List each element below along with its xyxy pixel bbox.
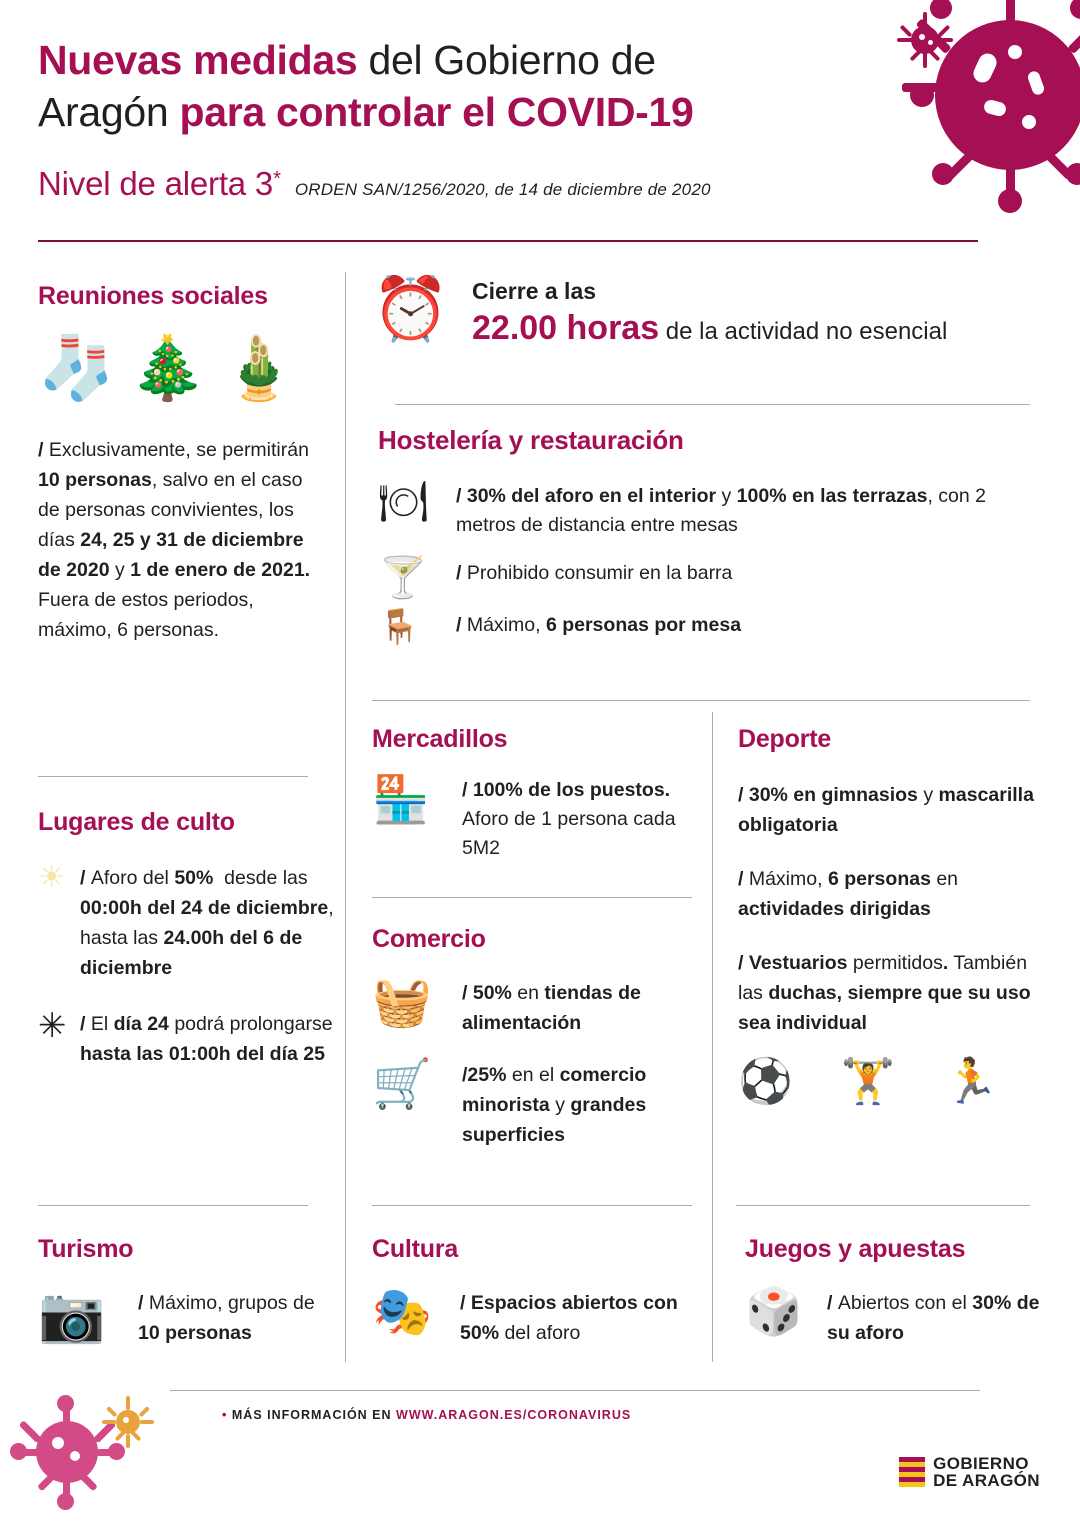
mid-divider-2 xyxy=(372,700,1030,701)
weightlifter-icon: 🏋 xyxy=(840,1056,896,1107)
culto-item-2 xyxy=(38,1006,338,1069)
title-plain-2: Aragón xyxy=(38,89,180,135)
cierre-hours: 22.00 horas xyxy=(472,309,660,347)
market-stall-icon: 🏪 xyxy=(372,772,430,826)
star-burst-icon: ✳ xyxy=(38,1006,67,1046)
mercadillos-text: / 100% de los puestos. Aforo de 1 persona cada 5M2 xyxy=(462,779,676,859)
section-title-reuniones: Reuniones sociales xyxy=(38,282,268,310)
header-divider xyxy=(38,240,978,242)
section-title-culto: Lugares de culto xyxy=(38,808,235,836)
aragon-flag-icon xyxy=(899,1457,925,1487)
theatre-masks-icon: 🎭 xyxy=(372,1284,432,1340)
alarm-clock-icon: ⏰ xyxy=(372,272,450,345)
section-title-cultura: Cultura xyxy=(372,1235,459,1263)
alert-level-label: Nivel de alerta 3 xyxy=(38,165,274,202)
right-divider-1 xyxy=(736,1205,1030,1206)
juegos-text: / Abiertos con el 30% de su aforo xyxy=(827,1292,1040,1344)
mid-divider-4 xyxy=(372,1205,692,1206)
cierre-line1: Cierre a las xyxy=(472,278,597,304)
page-title xyxy=(38,34,868,138)
section-title-turismo: Turismo xyxy=(38,1235,134,1263)
culto-item-2-text: / El día 24 podrá prolongarse hasta las 01:00h del día 25 xyxy=(80,1013,333,1065)
section-juegos-apuestas xyxy=(745,1235,1045,1348)
cierre-text xyxy=(472,278,1037,348)
deporte-item-1: / 30% en gimnasios y mascarilla obligatoria xyxy=(738,784,1034,836)
turismo-text: / Máximo, grupos de 10 personas xyxy=(138,1292,315,1344)
comercio-item-1-text: / 50% en tiendas de alimentación xyxy=(462,982,641,1034)
mid-divider-3 xyxy=(372,897,692,898)
shopping-basket-icon: 🧺 xyxy=(372,974,432,1030)
title-plain-1: del Gobierno de xyxy=(357,37,656,83)
christmas-tree-icon: 🎄 xyxy=(129,331,207,404)
mercadillos-item xyxy=(372,772,692,863)
alert-level-asterisk: * xyxy=(273,168,281,190)
title-highlight-1: Nuevas medidas xyxy=(38,37,358,83)
culto-item-1 xyxy=(38,860,338,983)
footer-info-url[interactable]: WWW.ARAGON.ES/CORONAVIRUS xyxy=(396,1408,632,1422)
hosteleria-item-2 xyxy=(378,555,1038,601)
comercio-item-2 xyxy=(372,1056,692,1150)
cierre-rest: de la actividad no esencial xyxy=(659,318,948,345)
hosteleria-item-1-text: / 30% del aforo en el interior y 100% en las terrazas, con 2 metros de distancia entre mesas xyxy=(456,485,987,536)
cultura-text: / Espacios abiertos con 50% del aforo xyxy=(460,1292,678,1344)
cierre-row xyxy=(372,272,1037,348)
football-icon: ⚽ xyxy=(738,1056,793,1107)
shopping-cart-icon: 🛒 xyxy=(372,1056,432,1112)
reuniones-text: / Exclusivamente, se permitirán 10 personas, salvo en el caso de personas convivientes, los días 24, 25 y 31 de diciembre de 2020 y 1 de enero de 2021. Fuera de estos periodos, máximo, 6 personas. xyxy=(38,439,311,641)
alert-level-row xyxy=(38,165,711,203)
section-title-mercadillos: Mercadillos xyxy=(372,725,508,753)
sun-rays-icon: ☀ xyxy=(38,860,65,895)
comercio-item-1 xyxy=(372,974,692,1038)
title-highlight-2: para controlar el COVID-19 xyxy=(179,89,694,135)
runner-icon: 🏃 xyxy=(943,1056,999,1107)
comercio-item-2-text: /25% en el comercio minorista y grandes superficies xyxy=(462,1064,647,1146)
section-cierre xyxy=(372,272,1037,348)
hosteleria-item-1 xyxy=(378,479,1038,540)
footer-bullet: • xyxy=(222,1408,228,1422)
culto-item-1-text: / Aforo del 50% desde las 00:00h del 24 de diciembre, hasta las 24.00h del 6 de diciembre xyxy=(80,867,334,979)
section-mercadillos xyxy=(372,725,692,863)
order-reference: ORDEN SAN/1256/2020, de 14 de diciembre de 2020 xyxy=(294,180,711,199)
section-deporte xyxy=(738,725,1038,1107)
footer-divider xyxy=(170,1390,980,1391)
virus-illustration-footer xyxy=(10,1395,130,1515)
virus-illustration-large xyxy=(880,0,1080,225)
section-turismo xyxy=(38,1235,338,1348)
mid-divider-1 xyxy=(395,404,1030,405)
section-title-juegos: Juegos y apuestas xyxy=(745,1235,966,1263)
stocking-icon: 🧦 xyxy=(38,331,116,404)
cultura-item xyxy=(372,1284,692,1348)
virus-illustration-small xyxy=(895,10,955,70)
section-title-comercio: Comercio xyxy=(372,925,486,953)
table-chairs-icon: 🪑 xyxy=(378,607,421,647)
deporte-icons xyxy=(738,1056,1038,1107)
section-comercio xyxy=(372,925,692,1150)
hosteleria-item-2-text: / Prohibido consumir en la barra xyxy=(456,562,733,584)
camera-icon: 📷 xyxy=(38,1283,106,1346)
section-cultura xyxy=(372,1235,692,1348)
section-lugares-de-culto xyxy=(38,808,338,1069)
reuniones-icons xyxy=(38,331,328,404)
food-tray-icon: 🍽 xyxy=(378,479,429,525)
deporte-item-2: / Máximo, 6 personas en actividades dirigidas xyxy=(738,868,959,920)
cocktail-icon: 🍸 xyxy=(378,555,428,601)
hosteleria-item-3-text: / Máximo, 6 personas por mesa xyxy=(456,614,742,636)
virus-illustration-footer-small xyxy=(98,1392,158,1452)
footer-info xyxy=(222,1408,631,1422)
left-divider-1 xyxy=(38,776,308,777)
dice-icon: 🎲 xyxy=(745,1284,803,1338)
section-title-hosteleria: Hostelería y restauración xyxy=(378,425,684,455)
deporte-item-3: / Vestuarios permitidos. También las duchas, siempre que su uso sea individual xyxy=(738,952,1031,1034)
section-hosteleria xyxy=(378,425,1038,647)
column-divider-right xyxy=(712,712,713,1362)
hosteleria-item-3 xyxy=(378,607,1038,647)
juegos-item xyxy=(745,1284,1045,1348)
footer-info-prefix: MÁS INFORMACIÓN EN xyxy=(231,1408,397,1422)
logo-line-2: DE ARAGÓN xyxy=(933,1471,1040,1490)
column-divider-left xyxy=(345,272,346,1362)
turismo-item xyxy=(38,1283,338,1348)
left-divider-2 xyxy=(38,1205,308,1206)
section-reuniones-sociales xyxy=(38,282,328,645)
logo-line-1: GOBIERNO xyxy=(933,1454,1029,1473)
bauble-icon: 🎍 xyxy=(220,331,298,404)
gobierno-de-aragon-logo xyxy=(899,1455,1040,1489)
section-title-deporte: Deporte xyxy=(738,725,832,753)
header xyxy=(0,0,1080,250)
